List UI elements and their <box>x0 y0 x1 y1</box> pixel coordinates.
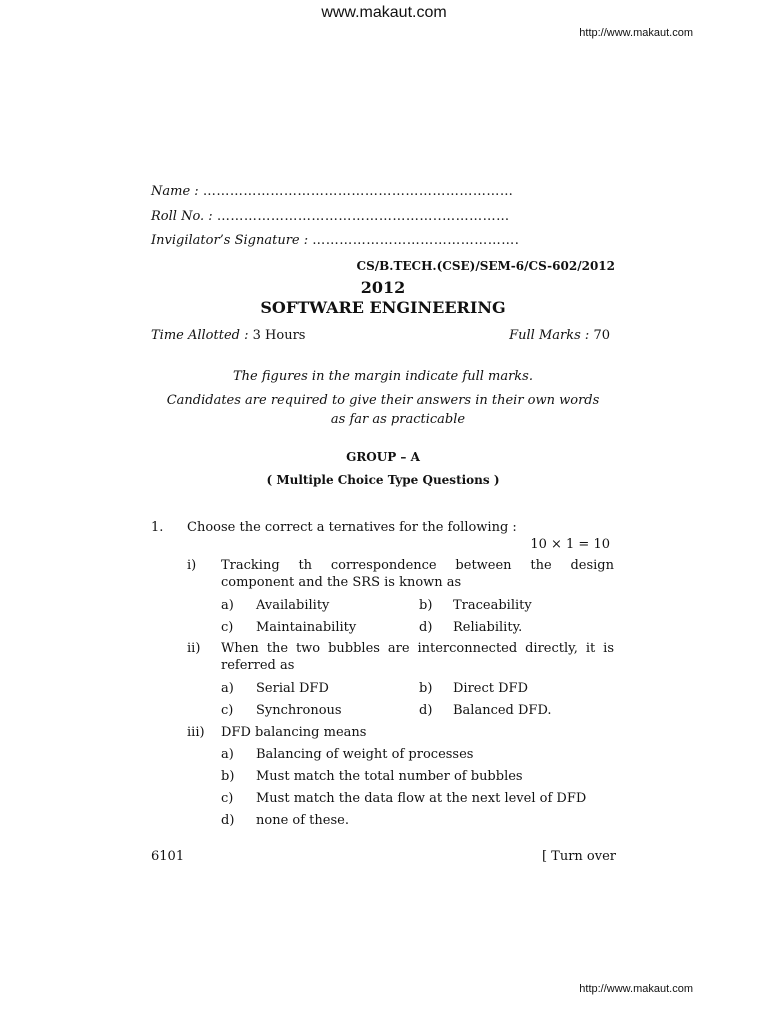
option-key: c) <box>221 703 234 718</box>
page-code: 6101 <box>151 849 185 864</box>
option-text: Balancing of weight of processes <box>256 747 474 762</box>
roll-label: Roll No. : <box>151 209 213 224</box>
option-text: none of these. <box>256 813 349 828</box>
invigilator-dots: ………………………………………. <box>312 233 520 248</box>
invigilator-label: Invigilator’s Signature : <box>151 233 309 248</box>
option-key: a) <box>221 747 234 762</box>
option-key: c) <box>221 791 234 806</box>
paper-code: CS/B.TECH.(CSE)/SEM-6/CS-602/2012 <box>356 259 615 273</box>
option-key: b) <box>221 769 235 784</box>
time-label: Time Allotted : <box>151 328 249 343</box>
item-number: iii) <box>187 725 205 740</box>
option-key: d) <box>419 703 433 718</box>
option-text: Direct DFD <box>453 681 528 696</box>
invigilator-field <box>151 233 519 248</box>
question-text: Choose the correct a ternatives for the following : <box>187 520 517 535</box>
paper-subject: SOFTWARE ENGINEERING <box>260 298 506 317</box>
full-marks <box>509 328 610 343</box>
instruction-line-1: The figures in the margin indicate full marks. <box>232 369 533 384</box>
marks-value: 70 <box>593 328 610 343</box>
question-marks: 10 × 1 = 10 <box>530 537 610 552</box>
option-text: Must match the total number of bubbles <box>256 769 523 784</box>
item-text-line: DFD balancing means <box>221 725 367 740</box>
turn-over-note: [ Turn over <box>541 849 616 864</box>
name-dots: …………………………………………………………… <box>202 184 514 199</box>
option-text: Traceability <box>453 598 532 613</box>
option-key: d) <box>419 620 433 635</box>
option-key: a) <box>221 681 234 696</box>
site-title: www.makaut.com <box>321 4 447 21</box>
option-text: Must match the data flow at the next level of DFD <box>256 791 587 806</box>
option-text: Balanced DFD. <box>453 703 552 718</box>
time-allotted <box>151 328 305 343</box>
option-text: Synchronous <box>256 703 342 718</box>
item-text-line: component and the SRS is known as <box>221 575 462 590</box>
header-url-link[interactable]: http://www.makaut.com <box>579 27 693 39</box>
option-key: b) <box>419 598 433 613</box>
option-text: Serial DFD <box>256 681 329 696</box>
option-key: a) <box>221 598 234 613</box>
instruction-line-2: Candidates are required to give their answers in their own words <box>166 393 600 408</box>
option-key: d) <box>221 813 235 828</box>
roll-field <box>151 209 510 224</box>
item-number: ii) <box>187 641 201 656</box>
paper-year: 2012 <box>360 278 406 297</box>
footer-url-link[interactable]: http://www.makaut.com <box>579 983 693 995</box>
item-number: i) <box>187 558 197 573</box>
item-text-line: When the two bubbles are interconnected directly, it is <box>221 641 614 656</box>
name-label: Name : <box>151 184 199 199</box>
time-value: 3 Hours <box>252 328 306 343</box>
option-text: Availability <box>256 598 330 613</box>
item-text-line: referred as <box>221 658 295 673</box>
option-key: b) <box>419 681 433 696</box>
group-subtitle: ( Multiple Choice Type Questions ) <box>266 473 500 487</box>
question-number: 1. <box>151 520 164 535</box>
option-text: Maintainability <box>256 620 357 635</box>
roll-dots: …………………………………………..…………… <box>216 209 510 224</box>
option-key: c) <box>221 620 234 635</box>
group-title: GROUP – A <box>346 450 420 464</box>
instruction-line-3: as far as practicable <box>330 412 466 427</box>
marks-label: Full Marks : <box>509 328 590 343</box>
option-text: Reliability. <box>453 620 523 635</box>
item-text-line: Tracking th correspondence between the design <box>221 558 614 573</box>
name-field <box>151 184 513 199</box>
